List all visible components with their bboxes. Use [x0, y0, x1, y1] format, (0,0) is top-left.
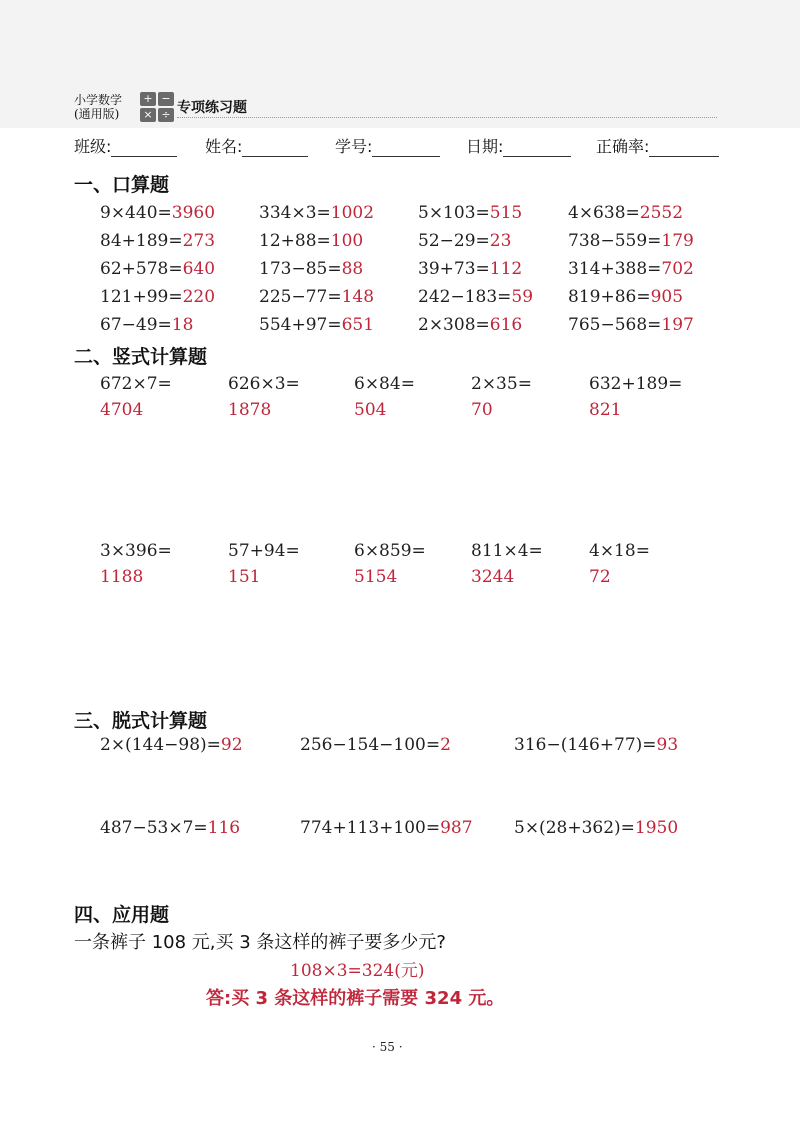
- class-field[interactable]: [74, 134, 177, 157]
- class-blank[interactable]: [111, 138, 177, 157]
- book-edition: (通用版): [74, 107, 120, 121]
- question: 487−53×7=: [100, 818, 208, 838]
- question: 67−49=: [100, 315, 172, 335]
- question: 225−77=: [259, 287, 342, 307]
- stepwise-problem: [300, 735, 451, 755]
- book-title: 小学数学: [74, 93, 123, 107]
- question: 57+94=: [228, 541, 300, 561]
- answer: 640: [182, 259, 216, 279]
- question: 5×103=: [418, 203, 490, 223]
- student-info-row: [74, 134, 734, 156]
- answer: 651: [341, 315, 375, 335]
- oral-problem: [418, 203, 522, 223]
- multiply-icon: ×: [140, 108, 156, 122]
- question: 52−29=: [418, 231, 490, 251]
- answer: 1188: [100, 567, 144, 587]
- section-stepwise-title: 三、脱式计算题: [74, 710, 208, 732]
- oral-problem: [259, 203, 374, 223]
- oral-problem: [259, 315, 374, 335]
- oral-row: [100, 315, 740, 341]
- answer: 504: [354, 400, 387, 420]
- question: 256−154−100=: [300, 735, 441, 755]
- answer: 92: [220, 735, 243, 755]
- stepwise-problem: [514, 735, 678, 755]
- question: 5×(28+362)=: [514, 818, 635, 838]
- stepwise-problem: [100, 818, 240, 838]
- oral-problem: [259, 259, 363, 279]
- answer: 88: [341, 259, 364, 279]
- answer: 1002: [330, 203, 375, 223]
- answer: 3960: [171, 203, 216, 223]
- date-field[interactable]: [466, 134, 571, 157]
- stepwise-problem: [100, 735, 243, 755]
- oral-problem: [418, 259, 522, 279]
- question: 242−183=: [418, 287, 512, 307]
- oral-problem: [100, 287, 215, 307]
- student-id-field[interactable]: [335, 134, 440, 157]
- answer: 151: [228, 567, 261, 587]
- question: 626×3=: [228, 374, 300, 394]
- question: 314+388=: [568, 259, 662, 279]
- question: 811×4=: [471, 541, 543, 561]
- question: 2×35=: [471, 374, 532, 394]
- stepwise-problem: [300, 818, 473, 838]
- question: 62+578=: [100, 259, 183, 279]
- question: 84+189=: [100, 231, 183, 251]
- question: 765−568=: [568, 315, 662, 335]
- oral-problem: [568, 315, 694, 335]
- question: 2×308=: [418, 315, 490, 335]
- accuracy-blank[interactable]: [649, 138, 719, 157]
- answer: 2552: [639, 203, 684, 223]
- question: 738−559=: [568, 231, 662, 251]
- oral-problem: [418, 287, 533, 307]
- question: 12+88=: [259, 231, 331, 251]
- word-problem-answer: 答:买 3 条这样的裤子需要 324 元。: [206, 988, 505, 1009]
- answer: 905: [650, 287, 684, 307]
- accuracy-field[interactable]: [596, 134, 719, 157]
- answer: 273: [182, 231, 216, 251]
- answer: 59: [511, 287, 534, 307]
- question: 4×638=: [568, 203, 640, 223]
- oral-problem: [100, 203, 215, 223]
- oral-problem: [100, 231, 215, 251]
- answer: 515: [489, 203, 523, 223]
- vertical-problem: [100, 374, 172, 420]
- answer: 100: [330, 231, 364, 251]
- divide-icon: ÷: [158, 108, 174, 122]
- question: 672×7=: [100, 374, 172, 394]
- oral-problem: [568, 259, 694, 279]
- book-label: [74, 93, 122, 121]
- vertical-problem: [100, 541, 172, 587]
- question: 316−(146+77)=: [514, 735, 657, 755]
- answer: 18: [171, 315, 194, 335]
- section-oral-title: 一、口算题: [74, 174, 170, 196]
- answer: 72: [589, 567, 611, 587]
- question: 39+73=: [418, 259, 490, 279]
- operations-icon: [140, 92, 174, 122]
- answer: 148: [341, 287, 375, 307]
- name-blank[interactable]: [242, 138, 308, 157]
- answer: 197: [661, 315, 694, 335]
- oral-problem: [259, 287, 374, 307]
- answer: 987: [440, 818, 473, 838]
- answer: 2: [440, 735, 451, 755]
- answer: 93: [656, 735, 679, 755]
- oral-problem: [418, 231, 511, 251]
- plus-icon: +: [140, 92, 156, 106]
- answer: 5154: [354, 567, 398, 587]
- answer: 179: [661, 231, 694, 251]
- answer: 4704: [100, 400, 144, 420]
- oral-row: [100, 231, 740, 257]
- question: 121+99=: [100, 287, 183, 307]
- student-id-label: 学号:: [335, 137, 373, 156]
- answer: 23: [489, 231, 512, 251]
- word-problem-solution: 108×3=324(元): [290, 961, 425, 981]
- vertical-problem: [354, 541, 426, 587]
- oral-problem: [100, 315, 193, 335]
- question: 6×84=: [354, 374, 415, 394]
- question: 173−85=: [259, 259, 342, 279]
- oral-problem: [100, 259, 215, 279]
- oral-row: [100, 203, 740, 229]
- vertical-problem: [471, 541, 543, 587]
- answer: 112: [489, 259, 523, 279]
- minus-icon: −: [158, 92, 174, 106]
- vertical-problem: [471, 374, 532, 420]
- answer: 70: [471, 400, 493, 420]
- vertical-problem: [228, 541, 300, 587]
- oral-problem: [259, 231, 363, 251]
- date-label: 日期:: [466, 137, 504, 156]
- question: 9×440=: [100, 203, 172, 223]
- date-blank[interactable]: [503, 138, 571, 157]
- page-number: · 55 ·: [372, 1040, 403, 1054]
- accuracy-label: 正确率:: [596, 137, 650, 156]
- answer: 116: [207, 818, 241, 838]
- question: 6×859=: [354, 541, 426, 561]
- answer: 616: [489, 315, 523, 335]
- answer: 702: [661, 259, 694, 279]
- student-id-blank[interactable]: [372, 138, 440, 157]
- answer: 821: [589, 400, 622, 420]
- oral-problem: [568, 203, 683, 223]
- answer: 3244: [471, 567, 515, 587]
- oral-problem: [568, 287, 683, 307]
- vertical-problem: [354, 374, 415, 420]
- vertical-problem: [589, 541, 650, 587]
- question: 554+97=: [259, 315, 342, 335]
- oral-problem: [568, 231, 694, 251]
- vertical-problem: [228, 374, 300, 420]
- vertical-problem: [589, 374, 682, 420]
- question: 4×18=: [589, 541, 650, 561]
- name-label: 姓名:: [205, 137, 243, 156]
- question: 632+189=: [589, 374, 683, 394]
- section-vertical-title: 二、竖式计算题: [74, 346, 208, 368]
- word-problem-text: 一条裤子 108 元,买 3 条这样的裤子要多少元?: [74, 932, 446, 953]
- answer: 220: [182, 287, 216, 307]
- question: 819+86=: [568, 287, 651, 307]
- answer: 1878: [228, 400, 272, 420]
- name-field[interactable]: [205, 134, 308, 157]
- question: 774+113+100=: [300, 818, 441, 838]
- oral-problem: [418, 315, 522, 335]
- answer: 1950: [634, 818, 679, 838]
- oral-row: [100, 287, 740, 313]
- stepwise-problem: [514, 818, 678, 838]
- question: 2×(144−98)=: [100, 735, 221, 755]
- header-divider: [177, 117, 717, 118]
- class-label: 班级:: [74, 137, 112, 156]
- oral-row: [100, 259, 740, 285]
- question: 334×3=: [259, 203, 331, 223]
- section-applied-title: 四、应用题: [74, 904, 170, 926]
- series-title: 专项练习题: [177, 100, 247, 116]
- question: 3×396=: [100, 541, 172, 561]
